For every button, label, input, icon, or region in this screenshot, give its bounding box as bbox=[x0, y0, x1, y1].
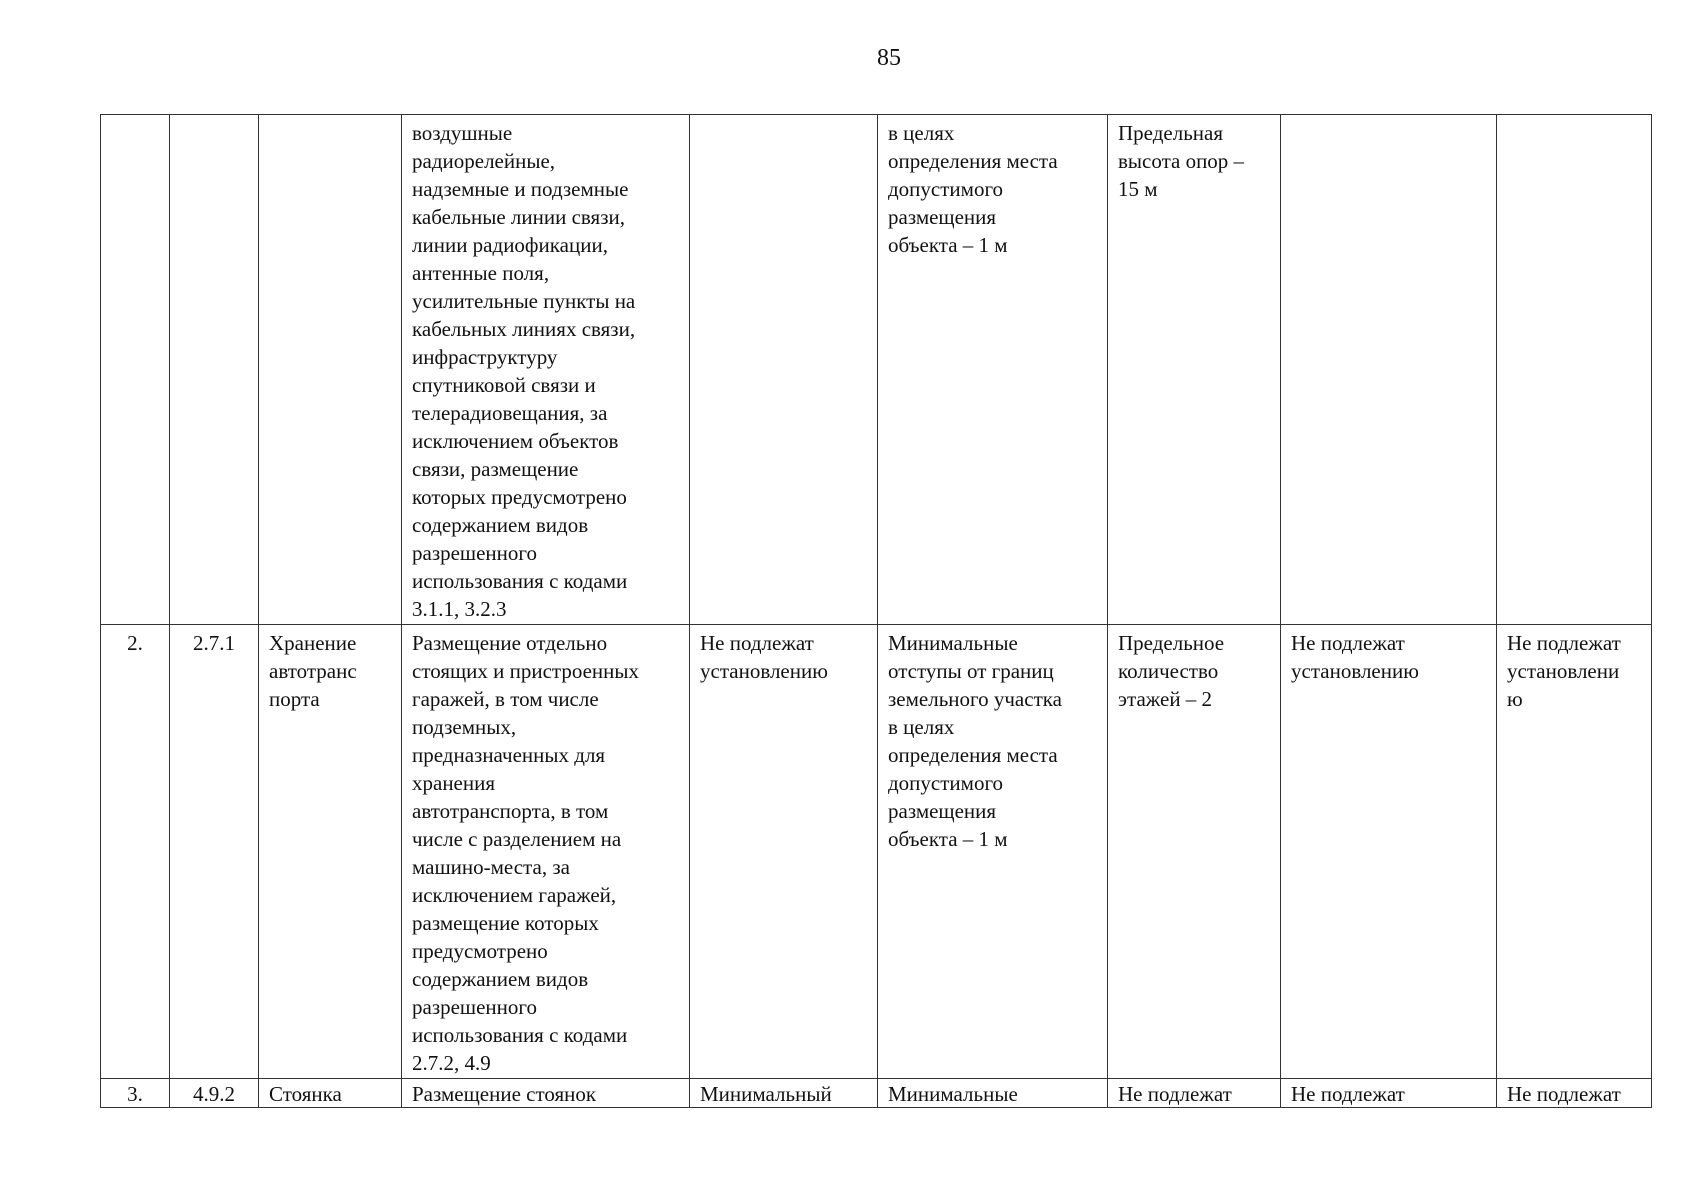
height-limit-cell: Предельное количество этажей – 2 bbox=[1108, 625, 1281, 1079]
parameter-cell: Не подлежат установлени ю bbox=[1497, 625, 1652, 1079]
use-name-cell: Хранение автотранс порта bbox=[259, 625, 402, 1079]
setback-cell: Минимальные bbox=[878, 1079, 1108, 1108]
parameter-cell bbox=[690, 115, 878, 625]
setback-cell: Минимальные отступы от границ земельного участка в целях определения места допустимого размещения объекта – 1 м bbox=[878, 625, 1108, 1079]
parameter-cell bbox=[1281, 115, 1497, 625]
parameter-cell: Минимальный bbox=[690, 1079, 878, 1108]
row-number-cell: 3. bbox=[101, 1079, 170, 1108]
use-code-cell: 2.7.1 bbox=[170, 625, 259, 1079]
regulations-table bbox=[100, 114, 1652, 1108]
use-name-cell: Стоянка bbox=[259, 1079, 402, 1108]
parameter-cell bbox=[1497, 115, 1652, 625]
use-description-cell: Размещение отдельно стоящих и пристроенных гаражей, в том числе подземных, предназначенных для хранения автотранспорта, в том числе с разделением на машино-места, за исключением гаражей, размещение которых предусмотрено содержанием видов разрешенного использования с кодами 2.7.2, 4.9 bbox=[402, 625, 690, 1079]
height-limit-cell: Предельная высота опор – 15 м bbox=[1108, 115, 1281, 625]
row-number-cell bbox=[101, 115, 170, 625]
parameter-cell: Не подлежат установлению bbox=[1281, 625, 1497, 1079]
use-code-cell: 4.9.2 bbox=[170, 1079, 259, 1108]
parameter-cell: Не подлежат установлению bbox=[690, 625, 878, 1079]
use-code-cell bbox=[170, 115, 259, 625]
parameter-cell: Не подлежат bbox=[1281, 1079, 1497, 1108]
use-description-cell: воздушные радиорелейные, надземные и подземные кабельные линии связи, линии радиофикации, антенные поля, усилительные пункты на кабельных линиях связи, инфраструктуру спутниковой связи и телерадиовещания, за исключением объектов связи, размещение которых предусмотрено содержанием видов разрешенного использования с кодами 3.1.1, 3.2.3 bbox=[402, 115, 690, 625]
height-limit-cell: Не подлежат bbox=[1108, 1079, 1281, 1108]
use-name-cell bbox=[259, 115, 402, 625]
row-number-cell: 2. bbox=[101, 625, 170, 1079]
page-number: 85 bbox=[877, 45, 901, 71]
table-row bbox=[101, 625, 1652, 1079]
use-description-cell: Размещение стоянок bbox=[402, 1079, 690, 1108]
parameter-cell: Не подлежат bbox=[1497, 1079, 1652, 1108]
setback-cell: в целях определения места допустимого размещения объекта – 1 м bbox=[878, 115, 1108, 625]
table-row bbox=[101, 1079, 1652, 1108]
table-row bbox=[101, 115, 1652, 625]
